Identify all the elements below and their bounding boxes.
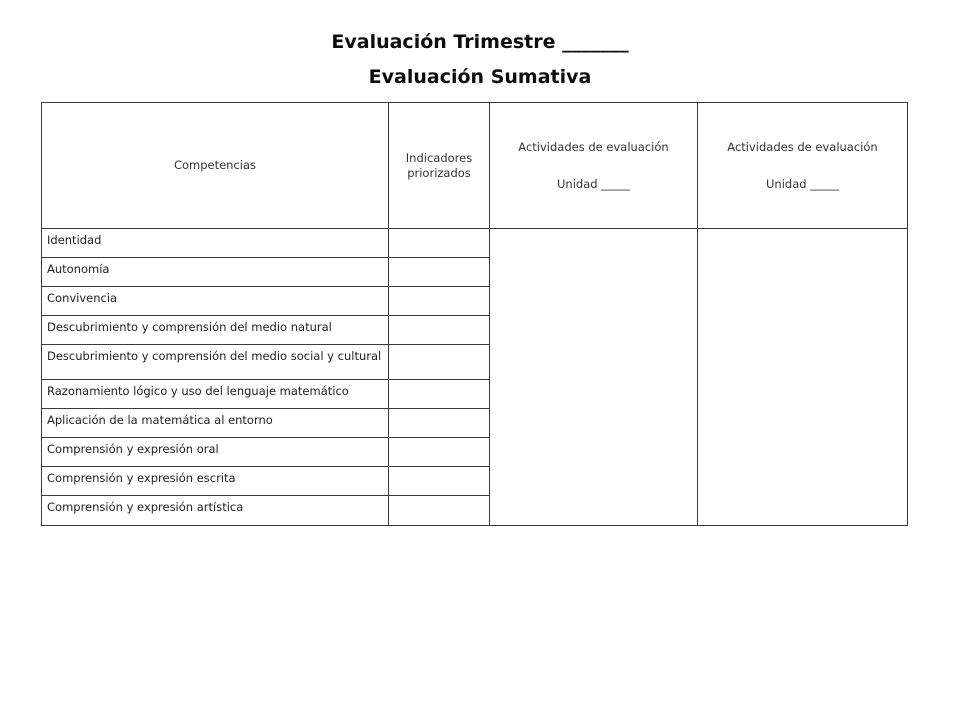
actividades-2-cell[interactable] bbox=[698, 229, 908, 526]
page-subtitle: Evaluación Sumativa bbox=[368, 66, 592, 88]
competencia-cell: Descubrimiento y comprensión del medio natural bbox=[42, 316, 389, 345]
indicador-cell[interactable] bbox=[389, 345, 490, 380]
indicador-cell[interactable] bbox=[389, 287, 490, 316]
indicador-cell[interactable] bbox=[389, 438, 490, 467]
table-header-row bbox=[42, 103, 908, 229]
header-actividades-1 bbox=[490, 103, 698, 229]
header-actividades-2 bbox=[698, 103, 908, 229]
competencia-cell: Convivencia bbox=[42, 287, 389, 316]
competencia-cell: Identidad bbox=[42, 229, 389, 258]
header-actividades-1-unidad: Unidad _____ bbox=[557, 176, 630, 191]
indicador-cell[interactable] bbox=[389, 496, 490, 526]
header-actividades-2-label: Actividades de evaluación bbox=[727, 139, 878, 154]
indicador-cell[interactable] bbox=[389, 316, 490, 345]
indicador-cell[interactable] bbox=[389, 467, 490, 496]
indicador-cell[interactable] bbox=[389, 229, 490, 258]
evaluation-table bbox=[41, 102, 908, 526]
header-actividades-2-unidad: Unidad _____ bbox=[766, 176, 839, 191]
competencia-cell: Descubrimiento y comprensión del medio social y cultural bbox=[42, 345, 389, 380]
indicador-cell[interactable] bbox=[389, 380, 490, 409]
header-indicadores bbox=[389, 103, 490, 229]
header-indicadores-label: Indicadores priorizados bbox=[405, 150, 473, 180]
competencia-cell: Comprensión y expresión oral bbox=[42, 438, 389, 467]
competencia-cell: Aplicación de la matemática al entorno bbox=[42, 409, 389, 438]
competencia-cell: Autonomía bbox=[42, 258, 389, 287]
competencia-cell: Razonamiento lógico y uso del lenguaje matemático bbox=[42, 380, 389, 409]
competencia-cell: Comprensión y expresión escrita bbox=[42, 467, 389, 496]
header-actividades-1-label: Actividades de evaluación bbox=[518, 139, 669, 154]
indicador-cell[interactable] bbox=[389, 409, 490, 438]
actividades-1-cell[interactable] bbox=[490, 229, 698, 526]
table-row bbox=[42, 229, 908, 258]
header-competencias: Competencias bbox=[42, 103, 389, 229]
page-title: Evaluación Trimestre _______ bbox=[331, 31, 629, 53]
indicador-cell[interactable] bbox=[389, 258, 490, 287]
competencia-cell: Comprensión y expresión artística bbox=[42, 496, 389, 526]
